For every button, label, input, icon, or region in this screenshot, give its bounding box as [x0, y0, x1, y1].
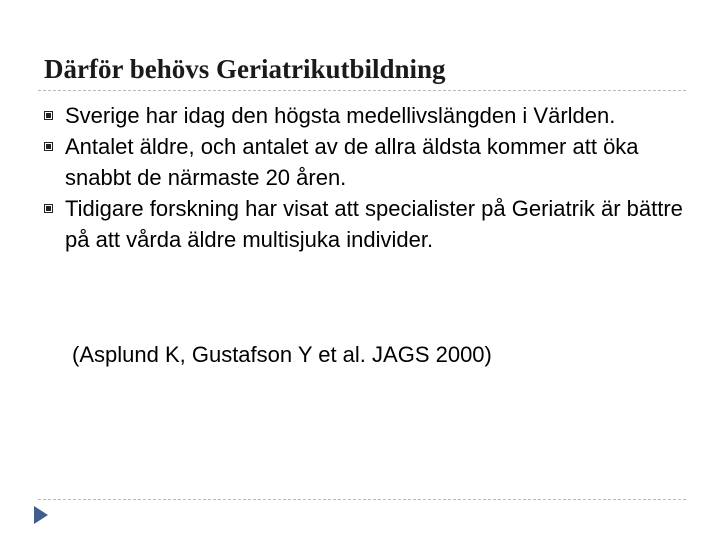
bullet-text: Antalet äldre, och antalet av de allra äldsta kommer att öka snabbt de närmaste 20 åren.	[65, 134, 639, 190]
bullet-text: Sverige har idag den högsta medellivslängden i Världen.	[65, 103, 616, 128]
bullet-text: Tidigare forskning har visat att specialister på Geriatrik är bättre på att vårda äldre multisjuka individer.	[65, 196, 683, 252]
citation: (Asplund K, Gustafson Y et al. JAGS 2000)	[72, 342, 492, 367]
bullet-list	[44, 100, 694, 255]
footer-divider	[38, 499, 686, 500]
bullet-item	[44, 100, 694, 131]
square-bullet-icon	[44, 142, 53, 151]
square-bullet-icon	[44, 204, 53, 213]
play-arrow-icon[interactable]	[33, 505, 49, 525]
slide-title: Därför behövs Geriatrikutbildning	[44, 54, 446, 84]
bullet-item	[44, 193, 694, 255]
bullet-item	[44, 131, 694, 193]
title-divider	[38, 90, 686, 91]
square-bullet-icon	[44, 111, 53, 120]
